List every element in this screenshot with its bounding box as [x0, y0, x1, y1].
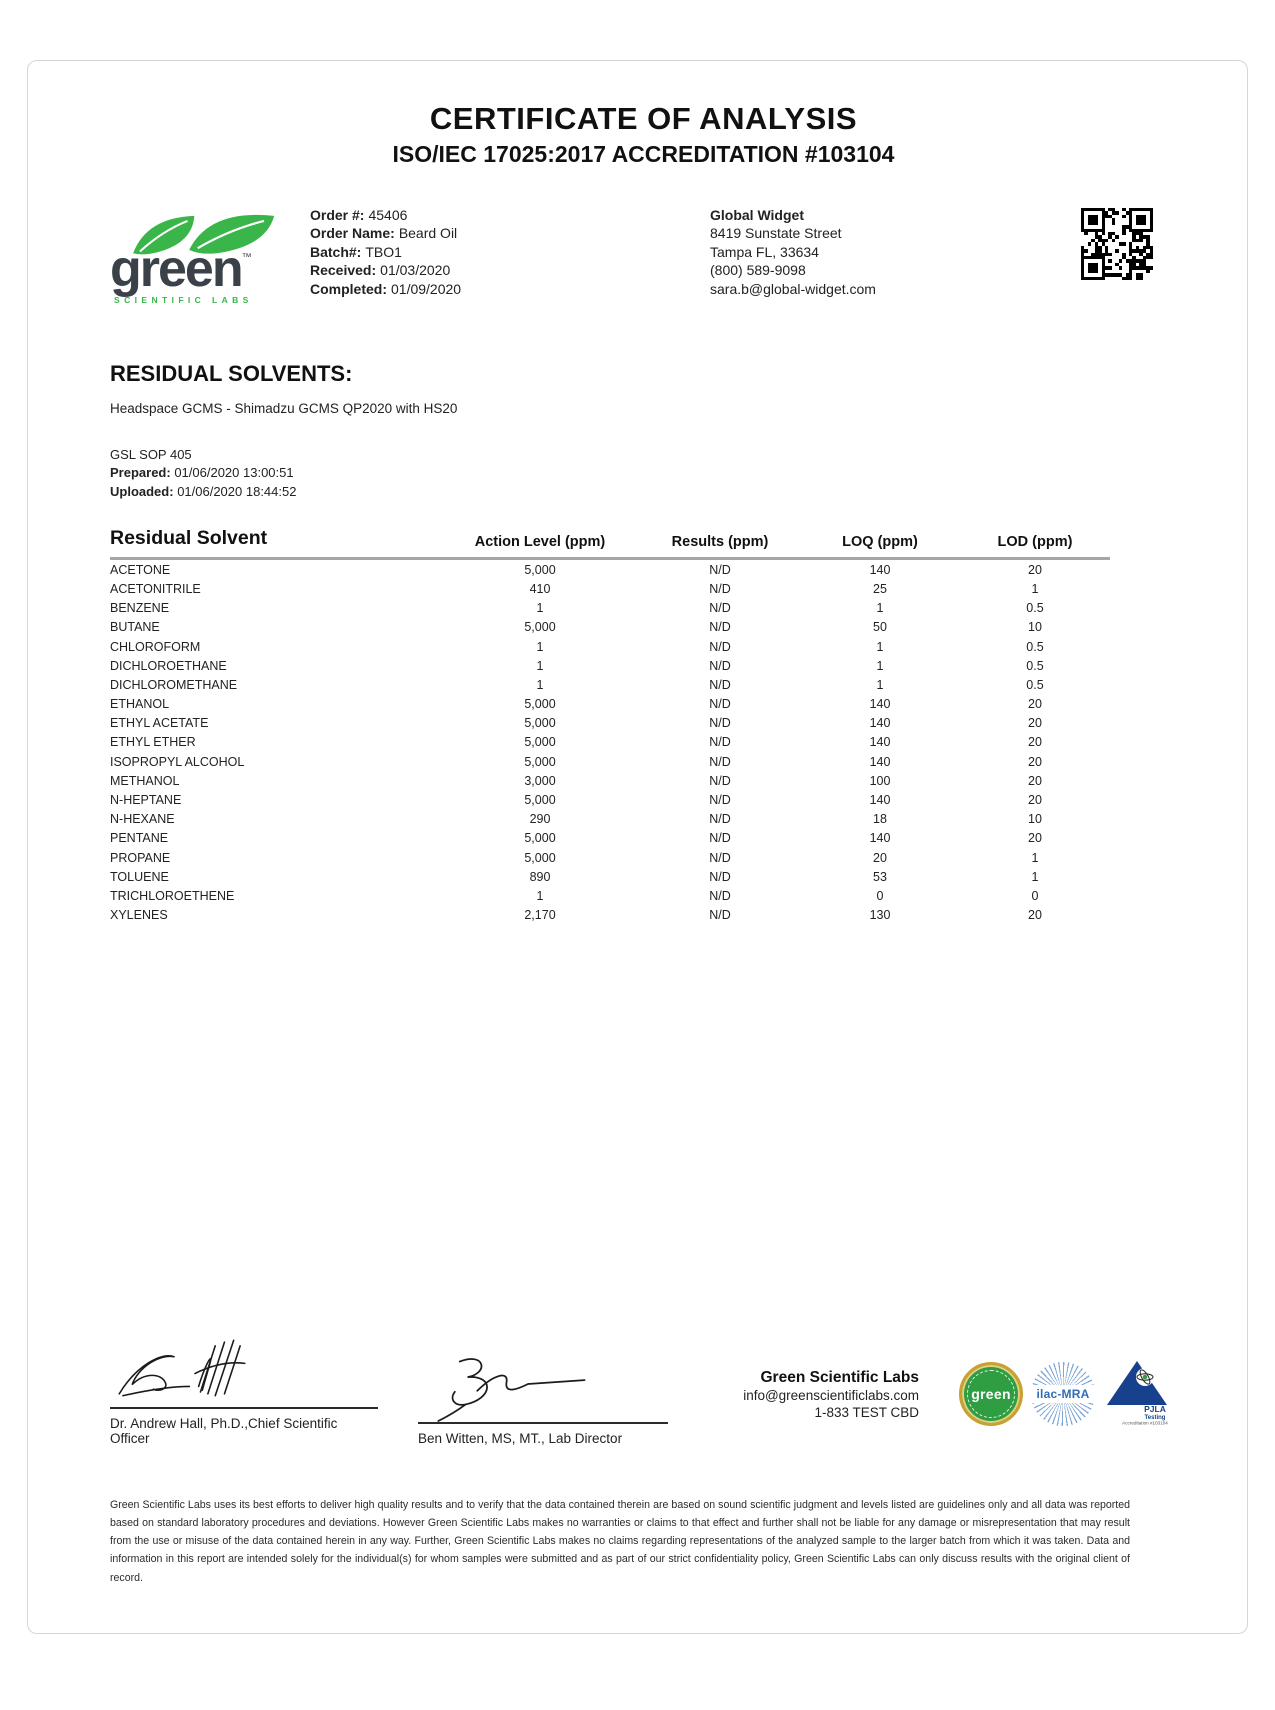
signature-block-cso	[110, 1329, 378, 1446]
cell-lod: 20	[1028, 697, 1042, 712]
trademark-symbol: ™	[241, 252, 252, 263]
cell-action-level: 410	[529, 581, 551, 596]
cell-solvent-name: TOLUENE	[110, 869, 169, 884]
cell-action-level: 1	[536, 658, 544, 673]
pjla-badge-icon	[1103, 1359, 1177, 1430]
order-field	[310, 224, 710, 242]
cell-solvent-name: ETHYL ACETATE	[110, 716, 209, 731]
table-row	[110, 867, 1110, 886]
table-row	[110, 656, 1110, 675]
cell-solvent-name: DICHLOROMETHANE	[110, 677, 238, 692]
cell-result: N/D	[709, 601, 731, 616]
cell-loq: 1	[876, 639, 884, 654]
cell-action-level: 890	[529, 869, 551, 884]
cell-loq: 140	[869, 562, 891, 577]
cell-solvent-name: XYLENES	[110, 908, 168, 923]
ilac-label: ilac-MRA	[1031, 1385, 1095, 1403]
accreditation-badges	[959, 1359, 1177, 1446]
table-row	[110, 906, 1110, 925]
cell-result: N/D	[709, 697, 731, 712]
cell-action-level: 1	[536, 639, 544, 654]
cell-loq: 140	[869, 697, 891, 712]
client-address-line: (800) 589-9098	[710, 262, 806, 279]
cell-action-level: 5,000	[524, 850, 556, 865]
logo-wordmark: green	[110, 240, 242, 298]
cell-lod: 0.5	[1026, 639, 1044, 654]
cell-action-level: 1	[536, 601, 544, 616]
prepared-label: Prepared:	[110, 465, 171, 481]
order-field-value: TBO1	[365, 243, 402, 260]
cell-result: N/D	[709, 677, 731, 692]
seal-word: green	[971, 1386, 1011, 1403]
cell-result: N/D	[709, 773, 731, 788]
cell-loq: 130	[869, 908, 891, 923]
cell-loq: 140	[869, 735, 891, 750]
cell-lod: 0.5	[1026, 677, 1044, 692]
order-field-label: Order Name:	[310, 225, 395, 242]
uploaded-label: Uploaded:	[110, 483, 174, 499]
cell-solvent-name: ACETONITRILE	[110, 581, 201, 596]
cell-action-level: 5,000	[524, 716, 556, 731]
cell-loq: 140	[869, 831, 891, 846]
cell-action-level: 3,000	[524, 773, 556, 788]
cell-lod: 0.5	[1026, 601, 1044, 616]
blank-space	[110, 925, 1177, 1329]
cell-solvent-name: CHLOROFORM	[110, 639, 201, 654]
page-title: CERTIFICATE OF ANALYSIS	[429, 101, 858, 136]
cell-result: N/D	[709, 562, 731, 577]
green-seal-badge-icon	[959, 1362, 1023, 1426]
cell-result: N/D	[709, 869, 731, 884]
cell-result: N/D	[709, 831, 731, 846]
signatory-name: Dr. Andrew Hall, Ph.D.,Chief Scientific Officer	[110, 1415, 338, 1446]
cell-action-level: 5,000	[524, 793, 556, 807]
signature-block-lab-director	[418, 1344, 668, 1446]
uploaded-value: 01/06/2020 18:44:52	[177, 483, 297, 499]
cell-lod: 20	[1028, 754, 1042, 769]
cell-solvent-name: TRICHLOROETHENE	[110, 888, 235, 903]
lab-name: Green Scientific Labs	[760, 1368, 919, 1386]
cell-loq: 140	[869, 793, 891, 807]
svg-text:Testing: Testing	[1144, 1414, 1166, 1421]
table-row	[110, 579, 1110, 598]
cell-result: N/D	[709, 850, 731, 865]
cell-result: N/D	[709, 793, 731, 807]
cell-lod: 20	[1028, 831, 1042, 846]
cell-lod: 20	[1028, 908, 1042, 923]
cell-loq: 50	[873, 620, 887, 635]
cell-result: N/D	[709, 658, 731, 673]
section-heading: RESIDUAL SOLVENTS:	[110, 360, 353, 386]
order-info	[310, 200, 710, 298]
client-address-line: 8419 Sunstate Street	[710, 225, 842, 242]
cell-lod: 10	[1028, 620, 1042, 635]
svg-text:Accreditation #103104: Accreditation #103104	[1122, 1420, 1168, 1425]
prepared-value: 01/06/2020 13:00:51	[174, 465, 294, 481]
cell-loq: 20	[873, 850, 887, 865]
cell-loq: 1	[876, 677, 884, 692]
table-row	[110, 714, 1110, 733]
sop-number: GSL SOP 405	[110, 446, 192, 462]
cell-action-level: 290	[529, 812, 551, 827]
cell-action-level: 1	[536, 677, 544, 692]
order-field-value: 01/09/2020	[391, 280, 462, 297]
column-header-residual-solvent: Residual Solvent	[110, 527, 440, 559]
table-row	[110, 771, 1110, 790]
seal-ring	[967, 1370, 1015, 1418]
lab-email: info@greenscientificlabs.com	[743, 1387, 919, 1403]
cell-lod: 20	[1028, 793, 1042, 807]
column-header-lod: LOD (ppm)	[960, 527, 1110, 559]
table-row	[110, 886, 1110, 905]
cell-solvent-name: BENZENE	[110, 601, 170, 616]
cell-result: N/D	[709, 620, 731, 635]
cell-loq: 1	[876, 658, 884, 673]
table-row	[110, 559, 1110, 580]
cell-lod: 20	[1028, 773, 1042, 788]
cell-action-level: 5,000	[524, 831, 556, 846]
signature-rule	[110, 1329, 378, 1409]
order-field	[310, 206, 710, 224]
client-address-line: sara.b@global-widget.com	[710, 280, 876, 297]
order-field-label: Completed:	[310, 280, 387, 297]
cell-solvent-name: ISOPROPYL ALCOHOL	[110, 754, 245, 769]
cell-loq: 100	[869, 773, 891, 788]
cell-solvent-name: METHANOL	[110, 773, 180, 788]
column-header-action-level: Action Level (ppm)	[440, 527, 640, 559]
prepared-line	[110, 464, 1177, 482]
column-header-results: Results (ppm)	[640, 527, 800, 559]
order-field-label: Order #:	[310, 207, 365, 223]
cell-loq: 53	[873, 869, 887, 884]
method-description: Headspace GCMS - Shimadzu GCMS QP2020 with HS20	[110, 400, 458, 416]
ilac-mra-badge-icon	[1031, 1362, 1095, 1426]
cell-lod: 0	[1031, 888, 1039, 903]
cell-solvent-name: PENTANE	[110, 831, 169, 846]
order-field-value: 01/03/2020	[380, 262, 451, 279]
cell-lod: 20	[1028, 735, 1042, 750]
cell-action-level: 5,000	[524, 735, 556, 750]
table-row	[110, 810, 1110, 829]
cell-action-level: 5,000	[524, 754, 556, 769]
svg-text:PJLA: PJLA	[1144, 1403, 1166, 1414]
cell-loq: 25	[873, 581, 887, 596]
table-header-row	[110, 527, 1110, 559]
lab-contact-info	[710, 1369, 919, 1446]
cell-solvent-name: ACETONE	[110, 562, 171, 577]
cell-loq: 140	[869, 754, 891, 769]
table-row	[110, 733, 1110, 752]
client-address-line: Tampa FL, 33634	[710, 243, 819, 260]
logo-tagline: SCIENTIFIC LABS	[114, 294, 253, 305]
signature-icon	[110, 1329, 350, 1407]
cell-solvent-name: BUTANE	[110, 620, 160, 635]
cell-action-level: 5,000	[524, 620, 556, 635]
cell-result: N/D	[709, 716, 731, 731]
order-field-value: Beard Oil	[398, 225, 458, 242]
cell-action-level: 1	[536, 888, 544, 903]
order-field	[310, 261, 710, 279]
cell-action-level: 5,000	[524, 562, 556, 577]
cell-solvent-name: N-HEPTANE	[110, 793, 182, 807]
cell-lod: 0.5	[1026, 658, 1044, 673]
lab-phone: 1-833 TEST CBD	[814, 1405, 919, 1421]
order-field-value: 45406	[368, 207, 408, 223]
cell-lod: 1	[1031, 869, 1039, 884]
header-info-band	[110, 200, 1177, 305]
table-row	[110, 790, 1110, 809]
table-row	[110, 694, 1110, 713]
qr-code	[1081, 208, 1153, 280]
client-info	[710, 200, 980, 298]
residual-solvents-table	[110, 527, 1110, 925]
cell-lod: 10	[1028, 812, 1042, 827]
table-row	[110, 599, 1110, 618]
cell-solvent-name: ETHYL ETHER	[110, 735, 196, 750]
uploaded-line	[110, 483, 1177, 501]
sop-info	[110, 446, 1177, 501]
cell-lod: 20	[1028, 562, 1042, 577]
legal-disclaimer: Green Scientific Labs uses its best efforts to deliver high quality results and to verify that the data contained therein are based on sound scientific judgment and levels listed are guidelines only and all data was reported based on standard laboratory procedures and deviations. However Green Scientific Labs makes no warranties or claims to that effect and further shall not be liable for any damage or misrepresentation that may result from the use or misuse of the data contained herein in any way. Further, Green Scientific Labs makes no claims regarding representations of the analyzed sample to the larger batch from which it was taken. Data and information in this report are intended solely for the individual(s) for whom samples were submitted and as part of our strict confidentiality policy, Green Scientific Labs can only discuss results with the original client of record.	[110, 1498, 1130, 1584]
cell-loq: 140	[869, 716, 891, 731]
cell-loq: 0	[876, 888, 884, 903]
certificate-page	[27, 60, 1248, 1634]
table-row	[110, 752, 1110, 771]
signature-band	[110, 1329, 1177, 1446]
column-header-loq: LOQ (ppm)	[800, 527, 960, 559]
cell-solvent-name: DICHLOROETHANE	[110, 658, 227, 673]
order-field-label: Received:	[310, 262, 377, 279]
cell-solvent-name: ETHANOL	[110, 697, 170, 712]
table-row	[110, 848, 1110, 867]
order-field	[310, 280, 710, 298]
cell-lod: 1	[1031, 581, 1039, 596]
cell-lod: 1	[1031, 850, 1039, 865]
accreditation-subtitle: ISO/IEC 17025:2017 ACCREDITATION #103104	[392, 141, 895, 167]
cell-result: N/D	[709, 639, 731, 654]
cell-action-level: 2,170	[524, 908, 556, 923]
cell-action-level: 5,000	[524, 697, 556, 712]
order-field-label: Batch#:	[310, 243, 362, 260]
signature-rule	[418, 1344, 668, 1424]
cell-result: N/D	[709, 754, 731, 769]
cell-result: N/D	[709, 581, 731, 596]
cell-result: N/D	[709, 812, 731, 827]
table-row	[110, 637, 1110, 656]
cell-result: N/D	[709, 735, 731, 750]
order-field	[310, 243, 710, 261]
cell-solvent-name: PROPANE	[110, 850, 171, 865]
signatory-name: Ben Witten, MS, MT., Lab Director	[418, 1430, 623, 1446]
table-row	[110, 618, 1110, 637]
cell-result: N/D	[709, 908, 731, 923]
green-scientific-labs-logo	[110, 204, 310, 305]
cell-loq: 18	[873, 812, 887, 827]
table-row	[110, 829, 1110, 848]
cell-lod: 20	[1028, 716, 1042, 731]
client-name: Global Widget	[710, 207, 804, 223]
cell-result: N/D	[709, 888, 731, 903]
cell-solvent-name: N-HEXANE	[110, 812, 175, 827]
cell-loq: 1	[876, 601, 884, 616]
table-row	[110, 675, 1110, 694]
signature-icon	[418, 1344, 638, 1422]
